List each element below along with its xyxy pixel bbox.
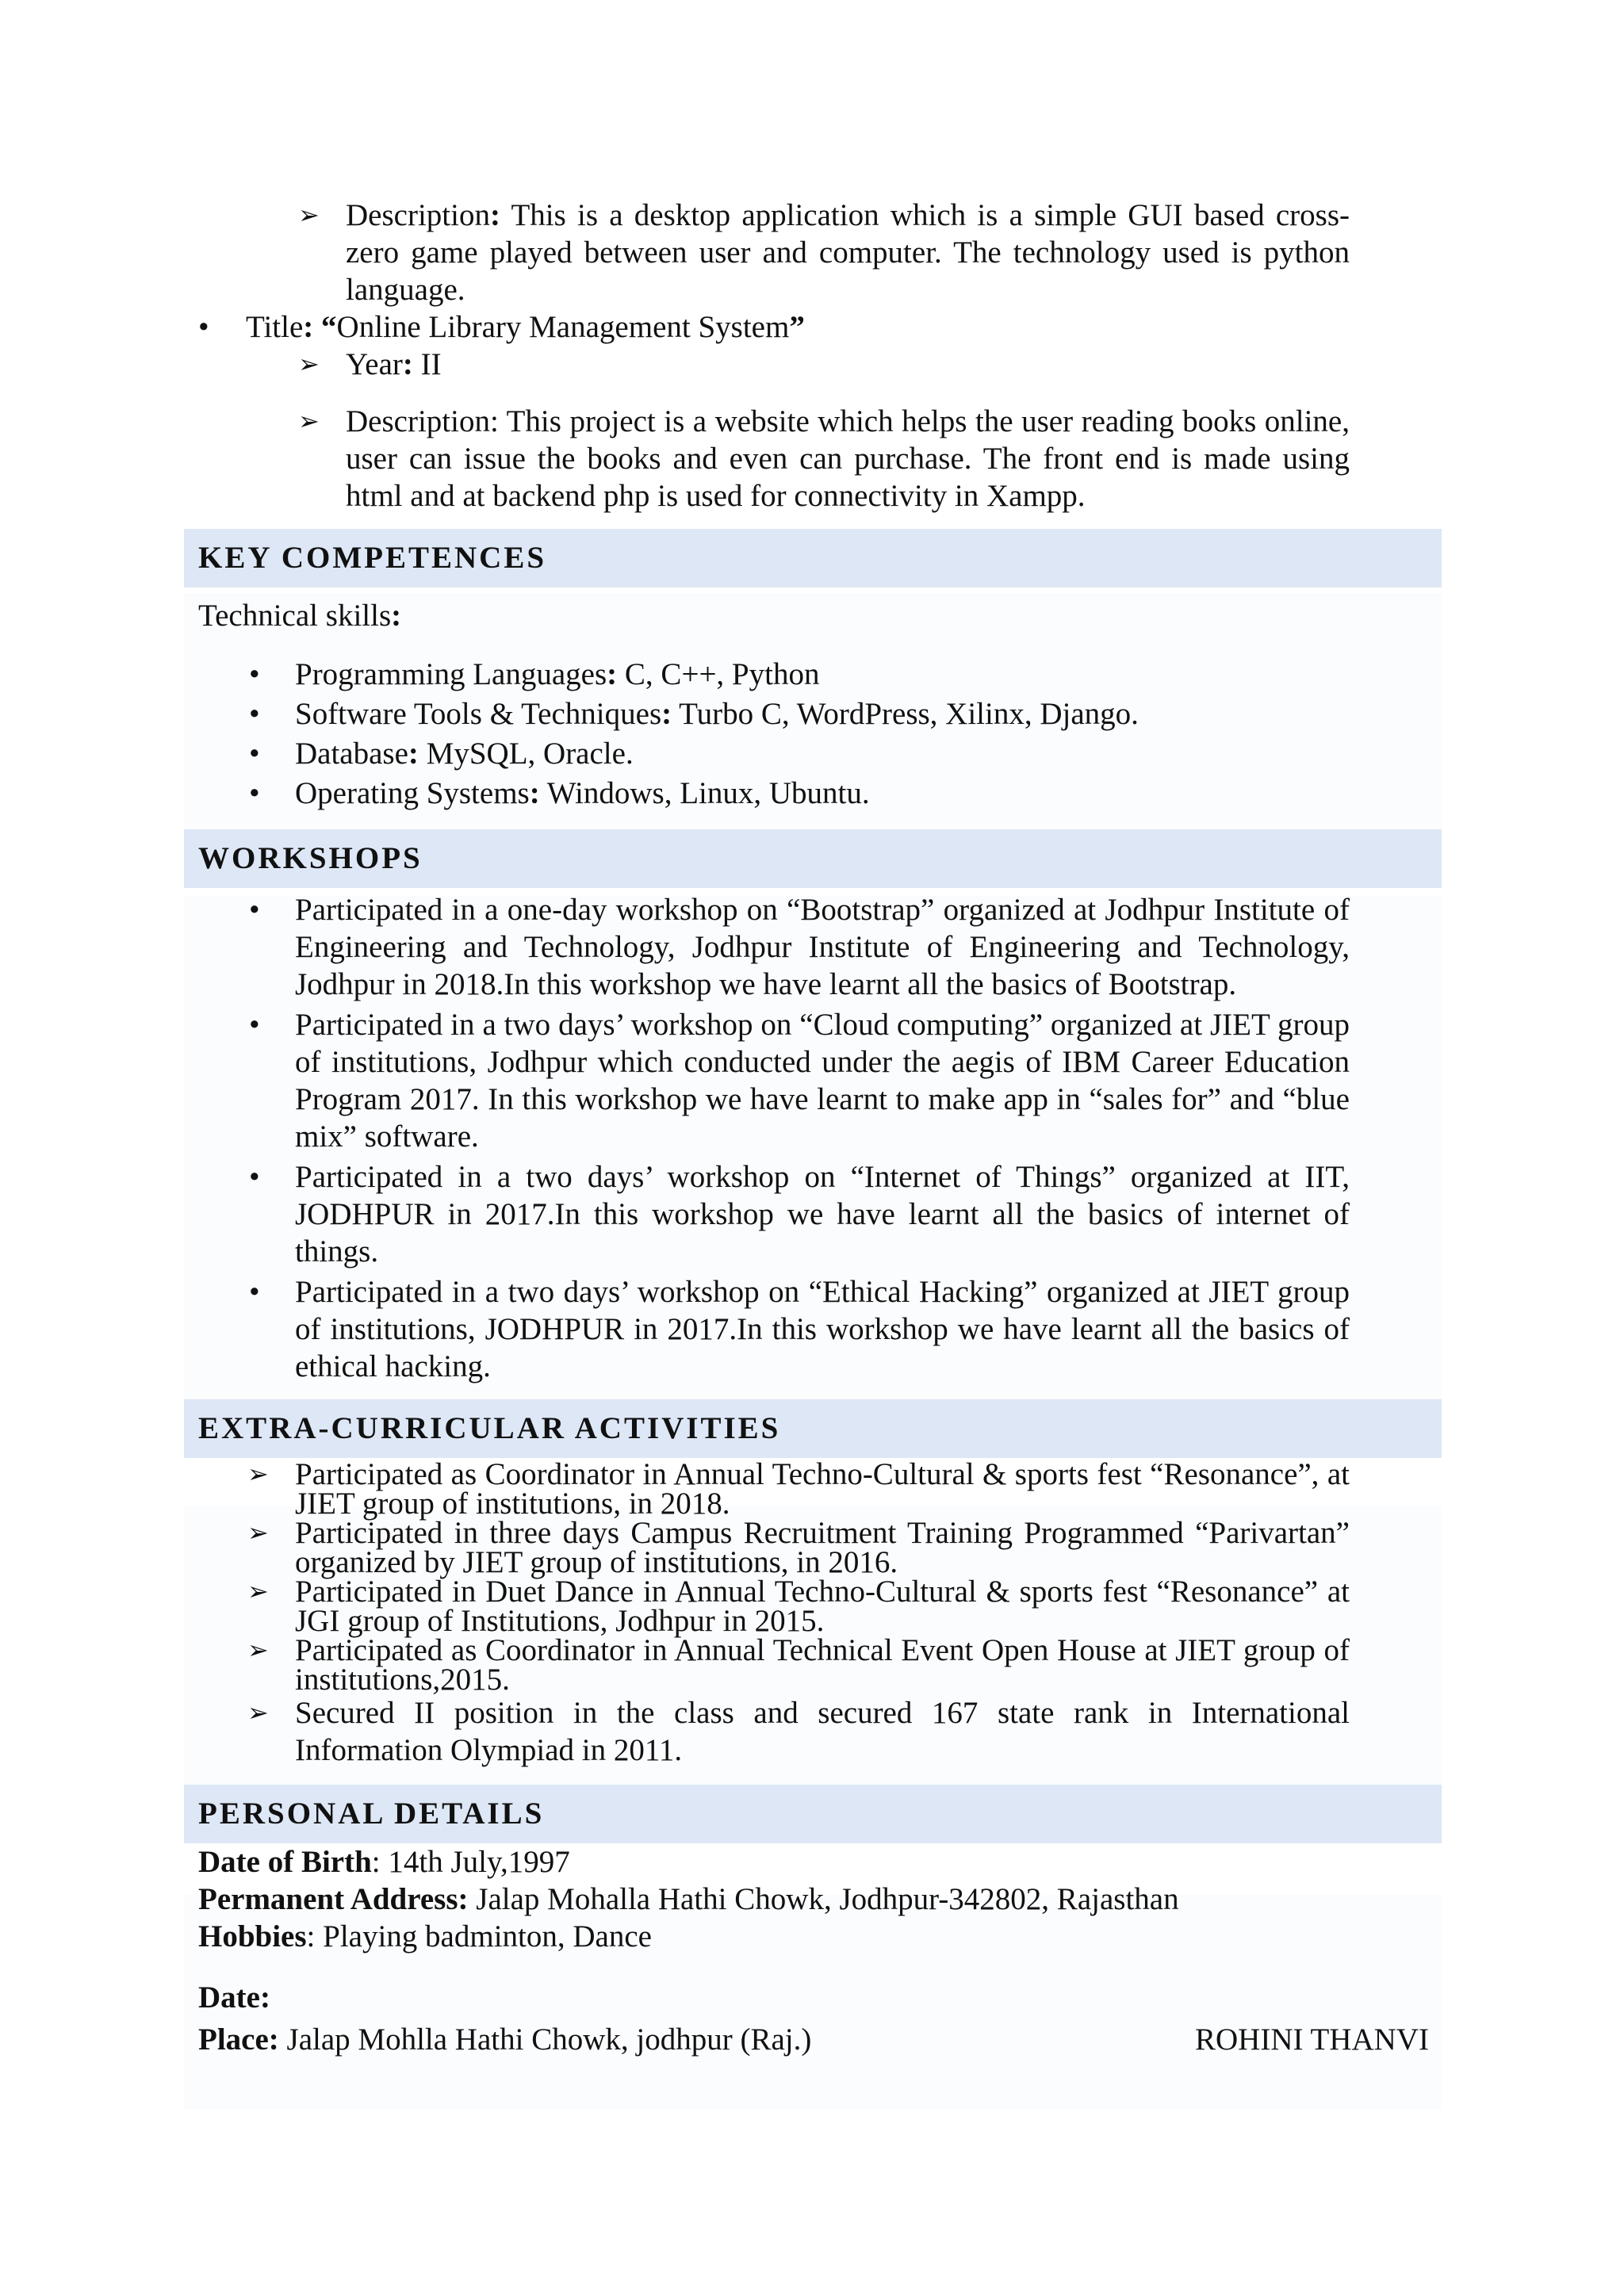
activity-item [184, 1633, 1442, 1697]
skill-label: Database [295, 737, 408, 771]
signature-name: ROHINI THANVI [1195, 2022, 1429, 2057]
dob-label: Date of Birth [198, 1845, 372, 1879]
description-colon: : [489, 198, 500, 232]
project-description-2 [184, 403, 1442, 515]
place-label: Place: [198, 2022, 279, 2057]
arrow-bullet-icon: ➢ [247, 1459, 269, 1489]
skill-item-programming [184, 655, 1442, 695]
activity-text: Participated in three days Campus Recruitment Training Programmed “Parivartan” organized by JIET group of institutions, in 2016. [295, 1516, 1350, 1579]
arrow-bullet-icon: ➢ [247, 1697, 269, 1728]
resume-content [184, 197, 1442, 2058]
skill-label: Programming Languages [295, 657, 607, 691]
workshop-item [184, 891, 1442, 1003]
bullet-dot-icon: • [249, 893, 260, 927]
address-value: Jalap Mohalla Hathi Chowk, Jodhpur-342802, Rajasthan [468, 1882, 1179, 1916]
bullet-dot-icon: • [249, 1160, 260, 1194]
skills-list [184, 655, 1442, 813]
project-description-1 [184, 197, 1442, 308]
workshop-text: Participated in a two days’ workshop on “Cloud computing” organized at JIET group of institutions, Jodhpur which conducted under the aegis of IBM Career Education Program 2017. In this workshop we have learnt to make app in “sales for” and “blue mix” software. [295, 1008, 1350, 1154]
hobbies-line [184, 1918, 1442, 1955]
skill-colon: : [408, 737, 419, 771]
description-text: This is a desktop application which is a simple GUI based cross-zero game played between user and computer. The technology used is python language. [346, 198, 1350, 307]
project-section [184, 197, 1442, 515]
description-text: Description: This project is a website which helps the user reading books online, user can issue the books and even can purchase. The front end is made using html and at backend php is used for connectivity in Xampp. [346, 404, 1350, 513]
project-year [184, 346, 1442, 383]
arrow-bullet-icon: ➢ [298, 200, 320, 230]
skill-colon: : [529, 776, 540, 810]
activity-item [184, 1577, 1442, 1636]
title-colon: : “ [303, 310, 337, 344]
workshops-heading: WORKSHOPS [184, 829, 1442, 888]
skill-value: Windows, Linux, Ubuntu. [539, 776, 870, 810]
bullet-dot-icon: • [198, 310, 209, 344]
activity-item [184, 1694, 1442, 1769]
skill-colon: : [607, 657, 618, 691]
arrow-bullet-icon: ➢ [247, 1517, 269, 1548]
year-colon: : [402, 347, 413, 381]
skill-value: MySQL, Oracle. [418, 737, 634, 771]
year-value: II [412, 347, 442, 381]
hobbies-value: : Playing badminton, Dance [306, 1919, 652, 1954]
description-label: Description [346, 198, 490, 232]
technical-skills-colon: : [391, 599, 402, 633]
technical-skills-label: Technical skills [198, 599, 392, 633]
activity-item [184, 1457, 1442, 1521]
workshop-item [184, 1006, 1442, 1155]
bullet-dot-icon: • [249, 657, 260, 691]
skill-value: C, C++, Python [617, 657, 820, 691]
technical-skills-subheading [184, 597, 1442, 634]
skill-item-database [184, 734, 1442, 774]
arrow-bullet-icon: ➢ [298, 349, 320, 379]
bullet-dot-icon: • [249, 1275, 260, 1309]
place-line [184, 2021, 1442, 2058]
activity-item [184, 1518, 1442, 1577]
extra-curricular-list [184, 1457, 1442, 1769]
activity-text: Participated in Duet Dance in Annual Techno-Cultural & sports fest “Resonance” at JGI group of Institutions, Jodhpur in 2015. [295, 1575, 1350, 1638]
skill-label: Software Tools & Techniques [295, 697, 662, 731]
title-label: Title [246, 310, 304, 344]
date-label: Date: [198, 1980, 270, 2015]
arrow-bullet-icon: ➢ [298, 406, 320, 436]
project-title [184, 308, 1442, 346]
skill-colon: : [661, 697, 672, 731]
personal-details-block [184, 1843, 1442, 2058]
year-label: Year [346, 347, 403, 381]
permanent-address-line [184, 1881, 1442, 1918]
activity-text: Participated as Coordinator in Annual Techno-Cultural & sports fest “Resonance”, at JIET group of institutions, in 2018. [295, 1457, 1350, 1521]
dob-value: : 14th July,1997 [371, 1845, 570, 1879]
workshop-item [184, 1273, 1442, 1385]
personal-details-heading: PERSONAL DETAILS [184, 1785, 1442, 1843]
bullet-dot-icon: • [249, 697, 260, 731]
skill-value: Turbo C, WordPress, Xilinx, Django. [672, 697, 1139, 731]
skill-label: Operating Systems [295, 776, 530, 810]
bullet-dot-icon: • [249, 737, 260, 771]
skill-item-software-tools [184, 695, 1442, 734]
activity-text: Participated as Coordinator in Annual Technical Event Open House at JIET group of institutions,2015. [295, 1633, 1350, 1697]
date-of-birth-line [184, 1843, 1442, 1881]
skill-item-operating-systems [184, 774, 1442, 813]
arrow-bullet-icon: ➢ [247, 1635, 269, 1665]
bullet-dot-icon: • [249, 1008, 260, 1042]
workshop-text: Participated in a two days’ workshop on “Ethical Hacking” organized at JIET group of institutions, JODHPUR in 2017.In this workshop we have learnt all the basics of ethical hacking. [295, 1275, 1350, 1383]
extra-curricular-heading: EXTRA-CURRICULAR ACTIVITIES [184, 1399, 1442, 1458]
activity-text: Secured II position in the class and secured 167 state rank in International Information Olympiad in 2011. [295, 1696, 1350, 1767]
key-competences-heading: KEY COMPETENCES [184, 529, 1442, 587]
workshop-text: Participated in a one-day workshop on “Bootstrap” organized at Jodhpur Institute of Engineering and Technology, Jodhpur Institute of Engineering and Technology, Jodhpur in 2018.In this workshop we have learnt all the basics of Bootstrap. [295, 893, 1350, 1001]
address-label: Permanent Address: [198, 1882, 469, 1916]
bullet-dot-icon: • [249, 776, 260, 810]
hobbies-label: Hobbies [198, 1919, 307, 1954]
date-line [184, 1979, 1442, 2016]
workshop-item [184, 1158, 1442, 1270]
place-value: Jalap Mohlla Hathi Chowk, jodhpur (Raj.) [278, 2022, 812, 2057]
title-close-quote: ” [789, 310, 805, 344]
title-text: Online Library Management System [336, 310, 790, 344]
workshop-text: Participated in a two days’ workshop on “Internet of Things” organized at IIT, JODHPUR in 2017.In this workshop we have learnt all the basics of internet of things. [295, 1160, 1350, 1269]
arrow-bullet-icon: ➢ [247, 1576, 269, 1606]
workshops-list [184, 891, 1442, 1385]
